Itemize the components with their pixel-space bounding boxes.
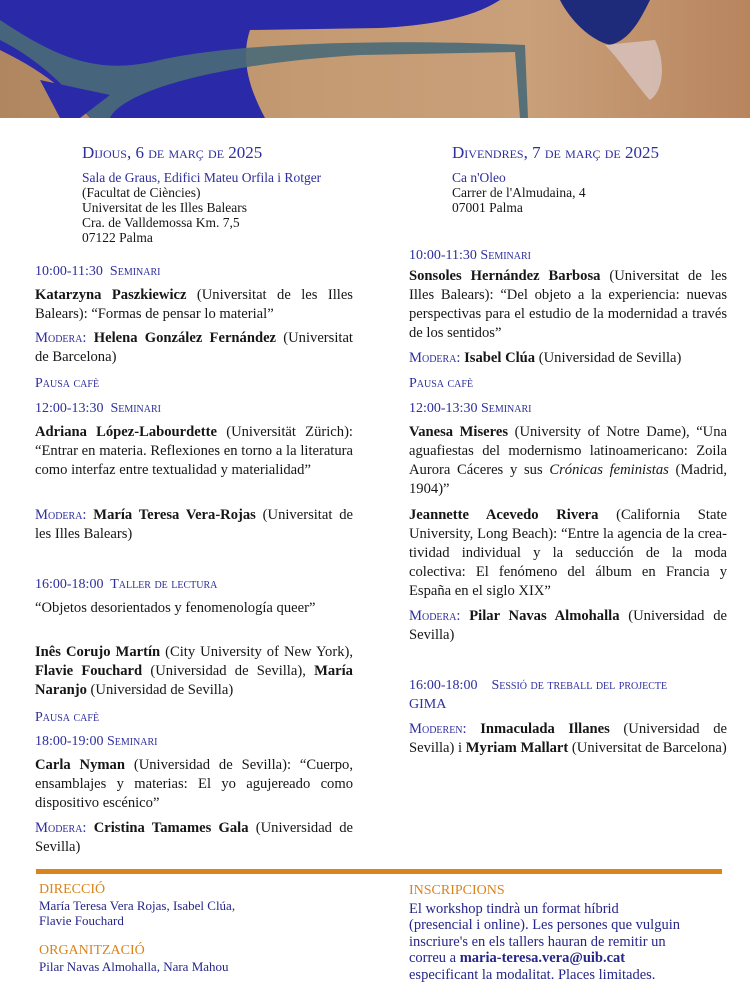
entry-text: Pausa cafè bbox=[35, 710, 100, 725]
address-line: Universitat de les Illes Balears bbox=[82, 200, 247, 215]
address-line: (Facultat de Ciències) bbox=[82, 185, 201, 200]
session-heading bbox=[409, 246, 727, 265]
correu-prefix: correu a bbox=[409, 950, 460, 966]
entry-text: (Universidad de Sevilla) bbox=[86, 682, 234, 698]
entry-text: 10:00-11:30 Seminari bbox=[409, 248, 531, 263]
organitzacio-label: ORGANITZACIÓ bbox=[39, 943, 145, 958]
inscripcions-line: (presencial i online). Les persones que vulguin bbox=[409, 917, 680, 933]
entry-text: (Universitat de les Illes Balears) bbox=[35, 507, 353, 542]
italic-title: Crónicas feministas bbox=[549, 462, 669, 478]
speaker-name: Isabel Clúa bbox=[460, 350, 536, 366]
speaker-name: Inês Corujo Martín bbox=[35, 644, 161, 660]
speaker-name: Cristina Tamames Gala bbox=[86, 820, 249, 836]
entry-text: Pausa cafè bbox=[35, 376, 100, 391]
session-entry bbox=[35, 643, 353, 700]
speaker-name: Katarzyna Paszkiewicz bbox=[35, 287, 187, 303]
inscripcions-section bbox=[409, 883, 680, 983]
session-heading bbox=[35, 399, 353, 418]
direccio-section bbox=[39, 882, 235, 928]
venue-title: Sala de Graus, Edifici Mateu Orfila i Rotger bbox=[82, 170, 322, 185]
session-heading bbox=[409, 399, 727, 418]
direccio-line: María Teresa Vera Rojas, Isabel Clúa, bbox=[39, 898, 236, 913]
speaker-name: María Naranjo bbox=[35, 663, 353, 698]
role-label: Modera: bbox=[35, 507, 87, 523]
session-heading bbox=[35, 374, 353, 393]
address-line: 07001 Palma bbox=[452, 200, 523, 215]
entry-text: Pausa cafè bbox=[409, 376, 474, 391]
entry-text: (Universitat de les Illes Balears): “Del objeto a la experiencia: nuevas perspectivas para el estudio de la modernidad a través de los sentidos” bbox=[409, 268, 727, 341]
session-entry bbox=[35, 599, 353, 618]
inscripcions-line: inscriure's en els tallers hauran de remitir un bbox=[409, 933, 666, 950]
speaker-name: Myriam Mallart bbox=[465, 740, 569, 756]
direccio-line: Flavie Fouchard bbox=[39, 913, 124, 928]
entry-text: (Universidad de Sevilla) i bbox=[409, 721, 727, 756]
role-label: Moderen: bbox=[409, 721, 467, 737]
session-entry bbox=[409, 607, 727, 645]
email-link[interactable]: maria-teresa.vera@uib.cat bbox=[459, 950, 626, 966]
entry-text: 12:00-13:30 Seminari bbox=[409, 401, 532, 416]
speaker-name: Adriana López-Labourdette bbox=[35, 424, 217, 440]
entry-text: 18:00-19:00 Seminari bbox=[35, 734, 158, 749]
entry-text: (Universität Zürich): “Entrar en materia. Reflexiones en torno a la literatura como interfaz entre textualidad y materialidad” bbox=[35, 424, 353, 478]
divider-bar bbox=[36, 869, 722, 874]
speaker-name: Inmaculada Illanes bbox=[466, 721, 610, 737]
session-entry bbox=[409, 267, 727, 343]
speaker-name: Pilar Navas Almohalla bbox=[460, 608, 620, 624]
session-heading bbox=[35, 708, 353, 727]
header-artwork bbox=[0, 0, 750, 118]
session-entry bbox=[35, 819, 353, 857]
address-line: Carrer de l'Almudaina, 4 bbox=[452, 185, 586, 200]
session-entry bbox=[35, 756, 353, 813]
entry-text: (City University of New York), bbox=[160, 644, 353, 660]
address-line: Cra. de Valldemossa Km. 7,5 bbox=[82, 215, 240, 230]
organitzacio-section bbox=[39, 943, 229, 974]
session-entry bbox=[409, 506, 727, 601]
entry-text: 12:00-13:30 Seminari bbox=[35, 401, 162, 416]
venue bbox=[452, 170, 586, 215]
address-line: 07122 Palma bbox=[82, 230, 153, 245]
organitzacio-text: Pilar Navas Almohalla, Nara Mahou bbox=[39, 959, 229, 974]
role-label: Modera: bbox=[409, 608, 461, 624]
session-entry bbox=[35, 423, 353, 480]
speaker-name: Jeannette Acevedo Rivera bbox=[409, 507, 599, 523]
session-heading bbox=[35, 575, 353, 594]
entry-text: (Universidad de Sevilla), bbox=[142, 663, 315, 679]
entry-text: (Universidad de Sevilla) bbox=[35, 820, 354, 855]
speaker-name: María Teresa Vera-Rojas bbox=[86, 507, 256, 523]
entry-text: (Universitat de Barcelona) bbox=[35, 330, 353, 365]
entry-text: (Universidad de Sevilla) bbox=[409, 608, 727, 643]
speaker-name: Sonsoles Hernández Barbosa bbox=[409, 268, 601, 284]
speaker-name: Helena González Fernández bbox=[86, 330, 277, 346]
role-label: Modera: bbox=[409, 350, 461, 366]
entry-text: (Universidad de Sevilla) bbox=[535, 350, 682, 366]
session-entry bbox=[409, 423, 727, 499]
session-entry bbox=[409, 720, 727, 758]
session-entry bbox=[409, 349, 727, 368]
entry-text: (Universitat de les Illes Balears): “Formas de pensar lo material” bbox=[35, 287, 353, 322]
inscripcions-line: especificant la modalitat. Places limitades. bbox=[409, 966, 656, 983]
inscripcions-label: INSCRIPCIONS bbox=[409, 883, 505, 898]
session-entry bbox=[35, 286, 353, 324]
speaker-name: Vanesa Miseres bbox=[409, 424, 509, 440]
session-heading bbox=[35, 262, 353, 281]
entry-text: (Madrid, 1904)” bbox=[409, 462, 728, 497]
entry-text: 16:00-18:00 Sessió de treball del projecte GIMA bbox=[409, 678, 668, 712]
entry-text: (University of Notre Dame), “Una aguafiestas del modernismo latinoamericano: Zoila Aurora Cáceres y sus bbox=[409, 424, 727, 478]
venue-title: Ca n'Oleo bbox=[452, 170, 506, 185]
entry-text: (Universitat de Barcelona) bbox=[568, 740, 727, 756]
session-heading bbox=[35, 732, 353, 751]
day-heading: Divendres, 7 de març de 2025 bbox=[452, 143, 659, 162]
speaker-name: Carla Nyman bbox=[35, 757, 125, 773]
session-heading bbox=[409, 374, 727, 393]
entry-text: 16:00-18:00 Taller de lectura bbox=[35, 577, 218, 592]
session-entry bbox=[35, 506, 353, 544]
entry-text: (Universidad de Sevilla): “Cuerpo, ensamblajes y materias: El yo agujereado como dispositivo escénico” bbox=[35, 757, 353, 811]
session-entry bbox=[35, 329, 353, 367]
entry-text: “Objetos desorientados y fenomenología queer” bbox=[35, 600, 316, 616]
role-label: Modera: bbox=[35, 330, 87, 346]
session-heading bbox=[409, 676, 727, 714]
entry-text: 10:00-11:30 Seminari bbox=[35, 264, 161, 279]
role-label: Modera: bbox=[35, 820, 87, 836]
day-heading: Dijous, 6 de març de 2025 bbox=[82, 143, 263, 162]
inscripcions-line: El workshop tindrà un format híbrid bbox=[409, 900, 619, 917]
speaker-name: Flavie Fouchard bbox=[35, 663, 143, 679]
direccio-label: DIRECCIÓ bbox=[39, 882, 106, 897]
venue bbox=[82, 170, 321, 245]
entry-text: (California State University, Long Beach): “Entre la agencia de la crea-tividad individual y la seducción de la moda colectiva: El fenómeno del álbum en Francia y España en el siglo XIX” bbox=[409, 507, 727, 599]
